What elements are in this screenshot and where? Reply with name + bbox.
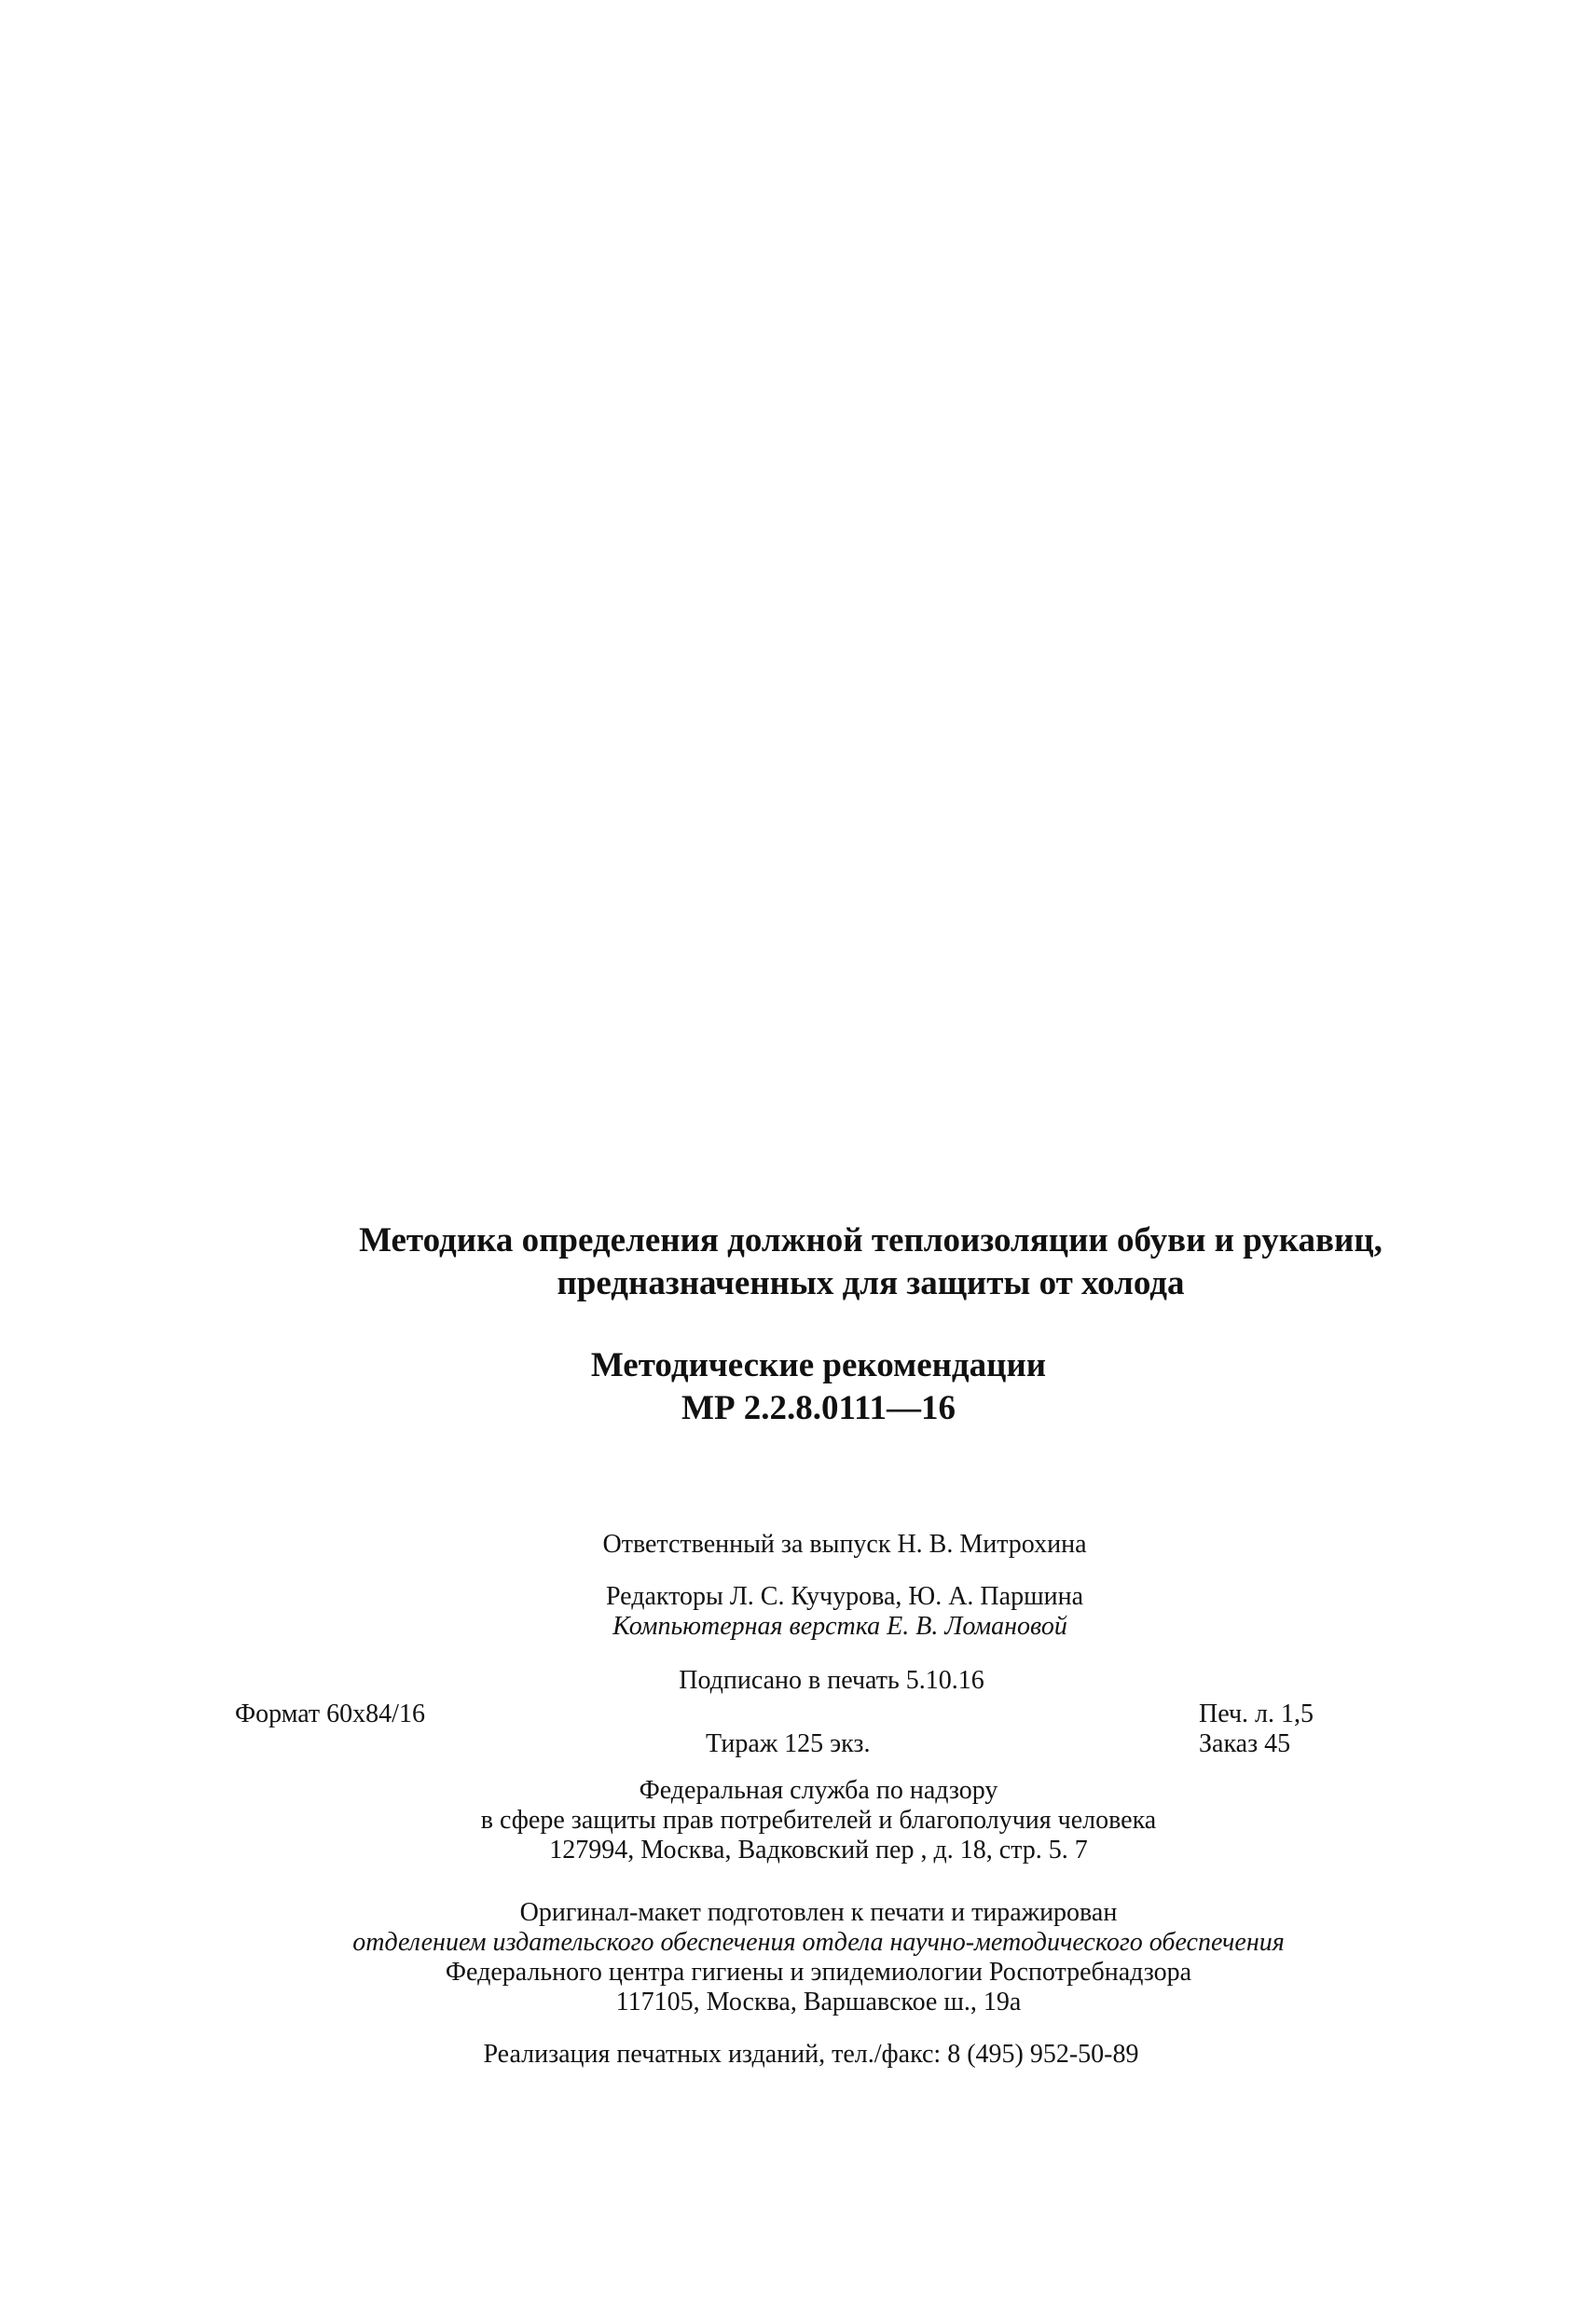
prepared-center: Федерального центра гигиены и эпидемиологии Роспотребнадзора — [445, 1958, 1192, 1987]
prepared-department: отделением издательского обеспечения отдела научно-методического обеспечения — [352, 1928, 1285, 1957]
circulation: Тираж 125 экз. — [706, 1729, 871, 1758]
computer-layout: Компьютерная верстка Е. В. Ломановой — [612, 1612, 1067, 1641]
order-number: Заказ 45 — [1199, 1729, 1291, 1758]
document-title — [73, 1219, 1596, 1305]
format-info: Формат 60х84/16 — [235, 1700, 425, 1728]
editors: Редакторы Л. С. Кучурова, Ю. А. Паршина — [605, 1582, 1084, 1611]
title-line: Методика определения должной теплоизоляции обуви и рукавиц, — [359, 1221, 1383, 1259]
agency-line: в сфере защиты прав потребителей и благополучия человека — [480, 1806, 1157, 1835]
agency-block — [21, 1776, 1596, 1865]
responsible-person: Ответственный за выпуск Н. В. Митрохина — [602, 1530, 1087, 1559]
subtitle-line: Методические рекомендации — [590, 1346, 1047, 1384]
printed-sheets: Печ. л. 1,5 — [1199, 1700, 1314, 1728]
prepared-by-block — [21, 1898, 1596, 2017]
prepared-line: Оригинал-макет подготовлен к печати и тиражирован — [519, 1898, 1118, 1927]
sales-contact: Реализация печатных изданий, тел./факс: 8 (495) 952-50-89 — [483, 2040, 1139, 2069]
title-line: предназначенных для защиты от холода — [557, 1264, 1185, 1302]
prepared-address: 117105, Москва, Варшавское ш., 19а — [615, 1988, 1022, 2016]
document-code: МР 2.2.8.0111—16 — [681, 1389, 956, 1427]
document-subtitle — [21, 1344, 1596, 1430]
agency-line: Федеральная служба по надзору — [639, 1776, 998, 1805]
agency-address: 127994, Москва, Вадковский пер , д. 18, стр. 5. 7 — [549, 1836, 1088, 1865]
signed-to-print: Подписано в печать 5.10.16 — [679, 1666, 984, 1695]
